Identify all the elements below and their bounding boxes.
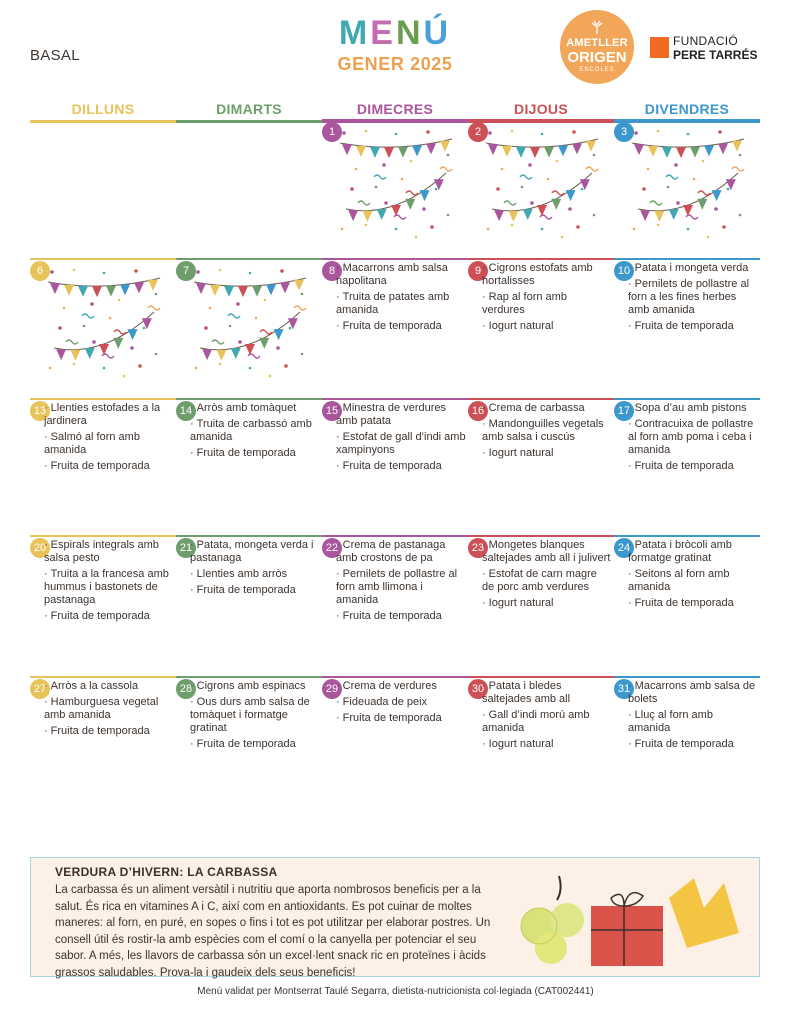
day-number: 31 xyxy=(614,679,634,699)
menu-day-cell xyxy=(30,119,176,249)
day-number: 8 xyxy=(322,261,342,281)
dish-list xyxy=(44,680,174,741)
dish-item: · Iogurt natural xyxy=(482,738,612,751)
dish-list xyxy=(44,402,174,476)
dish-item: · Minestra de verdures amb patata xyxy=(336,402,466,428)
cell-divider xyxy=(30,535,176,537)
day-number: 17 xyxy=(614,401,634,421)
dish-item: · Patata i mongeta verda xyxy=(628,262,758,275)
menu-day-cell xyxy=(468,676,614,806)
ametller-origen-logo xyxy=(560,10,634,84)
day-number: 22 xyxy=(322,538,342,558)
weekday-label: DIMARTS xyxy=(216,101,282,117)
day-number: 21 xyxy=(176,538,196,558)
fundacio-logo-mark xyxy=(650,37,669,58)
cell-divider xyxy=(614,535,760,537)
dish-item: · Crema de carbassa xyxy=(482,402,612,415)
dish-list xyxy=(628,402,758,476)
day-number: 23 xyxy=(468,538,488,558)
dish-item: · Llenties amb arròs xyxy=(190,568,320,581)
day-number: 27 xyxy=(30,679,50,699)
day-number: 2 xyxy=(468,122,488,142)
day-number: 24 xyxy=(614,538,634,558)
cell-divider xyxy=(614,676,760,678)
dish-item: · Iogurt natural xyxy=(482,447,612,460)
menu-day-cell xyxy=(322,119,468,249)
dish-item: · Seitons al forn amb amanida xyxy=(628,568,758,594)
dish-item: · Truita de carbassó amb amanida xyxy=(190,418,320,444)
logo-line: ESCOLES xyxy=(579,67,615,73)
dish-item: · Fruita de temporada xyxy=(628,738,758,751)
cell-divider xyxy=(30,676,176,678)
logo-line: PERE TARRÉS xyxy=(673,48,758,62)
cell-divider xyxy=(322,119,468,121)
logo-line: ORIGEN xyxy=(567,49,627,66)
dish-item: · Iogurt natural xyxy=(482,597,612,610)
dish-item: · Fruita de temporada xyxy=(628,597,758,610)
cell-divider xyxy=(468,676,614,678)
fundacio-pere-tarres-logo xyxy=(673,34,757,62)
menu-day-cell xyxy=(468,398,614,528)
cell-divider xyxy=(468,535,614,537)
logo-line: AMETLLER xyxy=(566,37,628,49)
dish-item: · Arròs a la cassola xyxy=(44,680,174,693)
menu-day-cell xyxy=(468,258,614,388)
day-number: 28 xyxy=(176,679,196,699)
menu-day-cell xyxy=(30,535,176,665)
menu-day-cell xyxy=(468,119,614,249)
day-number: 3 xyxy=(614,122,634,142)
dish-item: · Patata, mongeta verda i pastanaga xyxy=(190,539,320,565)
dish-item: · Patata i bledes saltejades amb all xyxy=(482,680,612,706)
info-title: VERDURA D’HIVERN: LA CARBASSA xyxy=(55,865,278,879)
dish-item: · Patata i bròcoli amb formatge gratinat xyxy=(628,539,758,565)
menu-day-cell xyxy=(468,535,614,665)
dish-item: · Espirals integrals amb salsa pesto xyxy=(44,539,174,565)
day-number: 30 xyxy=(468,679,488,699)
dish-item: · Macarrons amb salsa de bolets xyxy=(628,680,758,706)
dish-item: · Fruita de temporada xyxy=(336,320,466,333)
dish-list xyxy=(482,539,612,613)
menu-day-cell xyxy=(614,258,760,388)
dish-item: · Estofat de gall d’indi amb xampinyons xyxy=(336,431,466,457)
cell-divider xyxy=(176,676,322,678)
dish-item: · Hamburguesa vegetal amb amanida xyxy=(44,696,174,722)
dish-item: · Contracuixa de pollastre al forn amb poma i ceba i amanida xyxy=(628,418,758,457)
day-number: 9 xyxy=(468,261,488,281)
dish-item: · Macarrons amb salsa napolitana xyxy=(336,262,466,288)
dish-item: · Sopa d’au amb pistons xyxy=(628,402,758,415)
logo-line: FUNDACIÓ xyxy=(673,34,739,48)
day-number: 13 xyxy=(30,401,50,421)
cell-divider xyxy=(176,398,322,400)
menu-day-cell xyxy=(614,535,760,665)
menu-day-cell xyxy=(614,119,760,249)
dish-list xyxy=(628,262,758,336)
dish-item: · Fideuada de peix xyxy=(336,696,466,709)
day-number: 6 xyxy=(30,261,50,281)
cell-divider xyxy=(614,119,760,121)
menu-day-cell xyxy=(176,119,322,249)
party-garland-icon xyxy=(44,268,164,383)
dish-list xyxy=(190,539,320,600)
dish-list xyxy=(336,262,466,336)
party-garland-icon xyxy=(482,129,602,244)
party-garland-icon xyxy=(190,268,310,383)
dish-item: · Ous durs amb salsa de tomàquet i formatge gratinat xyxy=(190,696,320,735)
tree-icon xyxy=(588,20,606,34)
menu-type-label: BASAL xyxy=(30,47,80,64)
dish-item: · Mongetes blanques saltejades amb all i julivert xyxy=(482,539,612,565)
cell-divider xyxy=(468,398,614,400)
menu-day-cell xyxy=(176,535,322,665)
dish-list xyxy=(190,680,320,754)
weekday-label: DILLUNS xyxy=(71,101,135,117)
dish-list xyxy=(628,680,758,754)
party-garland-icon xyxy=(336,129,456,244)
dish-item: · Rap al forn amb verdures xyxy=(482,291,612,317)
menu-day-cell xyxy=(322,676,468,806)
weekday-label: DIVENDRES xyxy=(644,101,730,117)
dish-item: · Fruita de temporada xyxy=(628,320,758,333)
dish-item: · Fruita de temporada xyxy=(44,460,174,473)
dish-item: · Arròs amb tomàquet xyxy=(190,402,320,415)
cell-divider xyxy=(322,258,468,260)
dish-item: · Fruita de temporada xyxy=(190,447,320,460)
dish-list xyxy=(482,262,612,336)
dish-item: · Fruita de temporada xyxy=(336,460,466,473)
grapes-and-gift-illustration xyxy=(519,868,759,968)
dish-item: · Pernilets de pollastre al forn a les fines herbes amb amanida xyxy=(628,278,758,317)
title-letter: E xyxy=(370,14,396,52)
dish-item: · Truita a la francesa amb hummus i bastonets de pastanaga xyxy=(44,568,174,607)
dish-list xyxy=(44,539,174,626)
menu-day-cell xyxy=(176,258,322,388)
cell-divider xyxy=(322,398,468,400)
menu-day-cell xyxy=(176,676,322,806)
dish-item: · Cigrons estofats amb hortalisses xyxy=(482,262,612,288)
dish-item: · Fruita de temporada xyxy=(336,712,466,725)
day-number: 14 xyxy=(176,401,196,421)
crown-icon xyxy=(669,878,739,948)
dish-item: · Mandonguilles vegetals amb salsa i cuscús xyxy=(482,418,612,444)
menu-day-cell xyxy=(30,258,176,388)
cell-divider xyxy=(614,398,760,400)
menu-title-block xyxy=(300,14,490,75)
day-number: 7 xyxy=(176,261,196,281)
gift-icon xyxy=(591,906,663,966)
dish-list xyxy=(628,539,758,613)
dish-item: · Crema de verdures xyxy=(336,680,466,693)
cell-divider xyxy=(468,119,614,121)
day-number: 10 xyxy=(614,261,634,281)
title-letter: N xyxy=(395,14,424,52)
dish-item: · Llenties estofades a la jardinera xyxy=(44,402,174,428)
dish-list xyxy=(190,402,320,463)
menu-day-cell xyxy=(30,676,176,806)
menu-day-cell xyxy=(322,398,468,528)
dish-list xyxy=(336,539,466,626)
info-text: La carbassa és un aliment versàtil i nutritiu que aporta nombrosos beneficis per a la salut. És rica en vitamines A i C, així com en antioxidants. Es pot cuinar de moltes maneres: al forn, en puré, en sopes o fins i tot es pot utilitzar per elaborar postres. Un consell útil és rostir-la amb espècies com el comí o la canyella per potenciar el seu sabor. A més, les llavors de carbassa són un excel·lent snack ric en proteïnes i àcids grassos saludables. Prova-la i gaudeix dels seus beneficis! xyxy=(55,884,491,979)
dish-item: · Estofat de carn magre de porc amb verdures xyxy=(482,568,612,594)
day-number: 20 xyxy=(30,538,50,558)
title-letter: Ú xyxy=(423,14,452,52)
dish-item: · Iogurt natural xyxy=(482,320,612,333)
dish-item: · Fruita de temporada xyxy=(44,725,174,738)
cell-divider xyxy=(176,535,322,537)
dish-item: · Fruita de temporada xyxy=(190,584,320,597)
day-number: 15 xyxy=(322,401,342,421)
dish-list xyxy=(482,402,612,463)
dish-item: · Salmó al forn amb amanida xyxy=(44,431,174,457)
menu-day-cell xyxy=(322,535,468,665)
menu-title xyxy=(300,14,490,52)
weekday-label: DIJOUS xyxy=(514,101,568,117)
day-number: 29 xyxy=(322,679,342,699)
cell-divider xyxy=(468,258,614,260)
menu-day-cell xyxy=(176,398,322,528)
menu-day-cell xyxy=(614,398,760,528)
info-box xyxy=(30,857,760,977)
dish-item: · Truita de patates amb amanida xyxy=(336,291,466,317)
day-number: 16 xyxy=(468,401,488,421)
cell-divider xyxy=(614,258,760,260)
dish-item: · Fruita de temporada xyxy=(336,610,466,623)
cell-divider xyxy=(30,258,176,260)
weekday-label: DIMECRES xyxy=(356,101,434,117)
menu-month: GENER 2025 xyxy=(337,54,453,74)
dish-item: · Lluç al forn amb amanida xyxy=(628,709,758,735)
cell-divider xyxy=(322,676,468,678)
dish-list xyxy=(336,402,466,476)
menu-day-cell xyxy=(30,398,176,528)
cell-divider xyxy=(30,398,176,400)
dish-item: · Fruita de temporada xyxy=(628,460,758,473)
dish-item: · Cigrons amb espinacs xyxy=(190,680,320,693)
day-number: 1 xyxy=(322,122,342,142)
grape-icon xyxy=(550,903,584,937)
cell-divider xyxy=(176,258,322,260)
dish-item: · Fruita de temporada xyxy=(190,738,320,751)
dish-item: · Pernilets de pollastre al forn amb llimona i amanida xyxy=(336,568,466,607)
dish-list xyxy=(482,680,612,754)
party-garland-icon xyxy=(628,129,748,244)
dish-item: · Crema de pastanaga amb crostons de pa xyxy=(336,539,466,565)
dish-item: · Fruita de temporada xyxy=(44,610,174,623)
menu-day-cell xyxy=(322,258,468,388)
cell-divider xyxy=(322,535,468,537)
grape-icon xyxy=(535,932,567,964)
validation-footer: Menú validat per Montserrat Taulé Segarra, dietista-nutricionista col·legiada (CAT002441) xyxy=(197,986,594,997)
dish-list xyxy=(336,680,466,728)
menu-day-cell xyxy=(614,676,760,806)
dish-item: · Gall d’indi morú amb amanida xyxy=(482,709,612,735)
title-letter: M xyxy=(338,14,371,52)
